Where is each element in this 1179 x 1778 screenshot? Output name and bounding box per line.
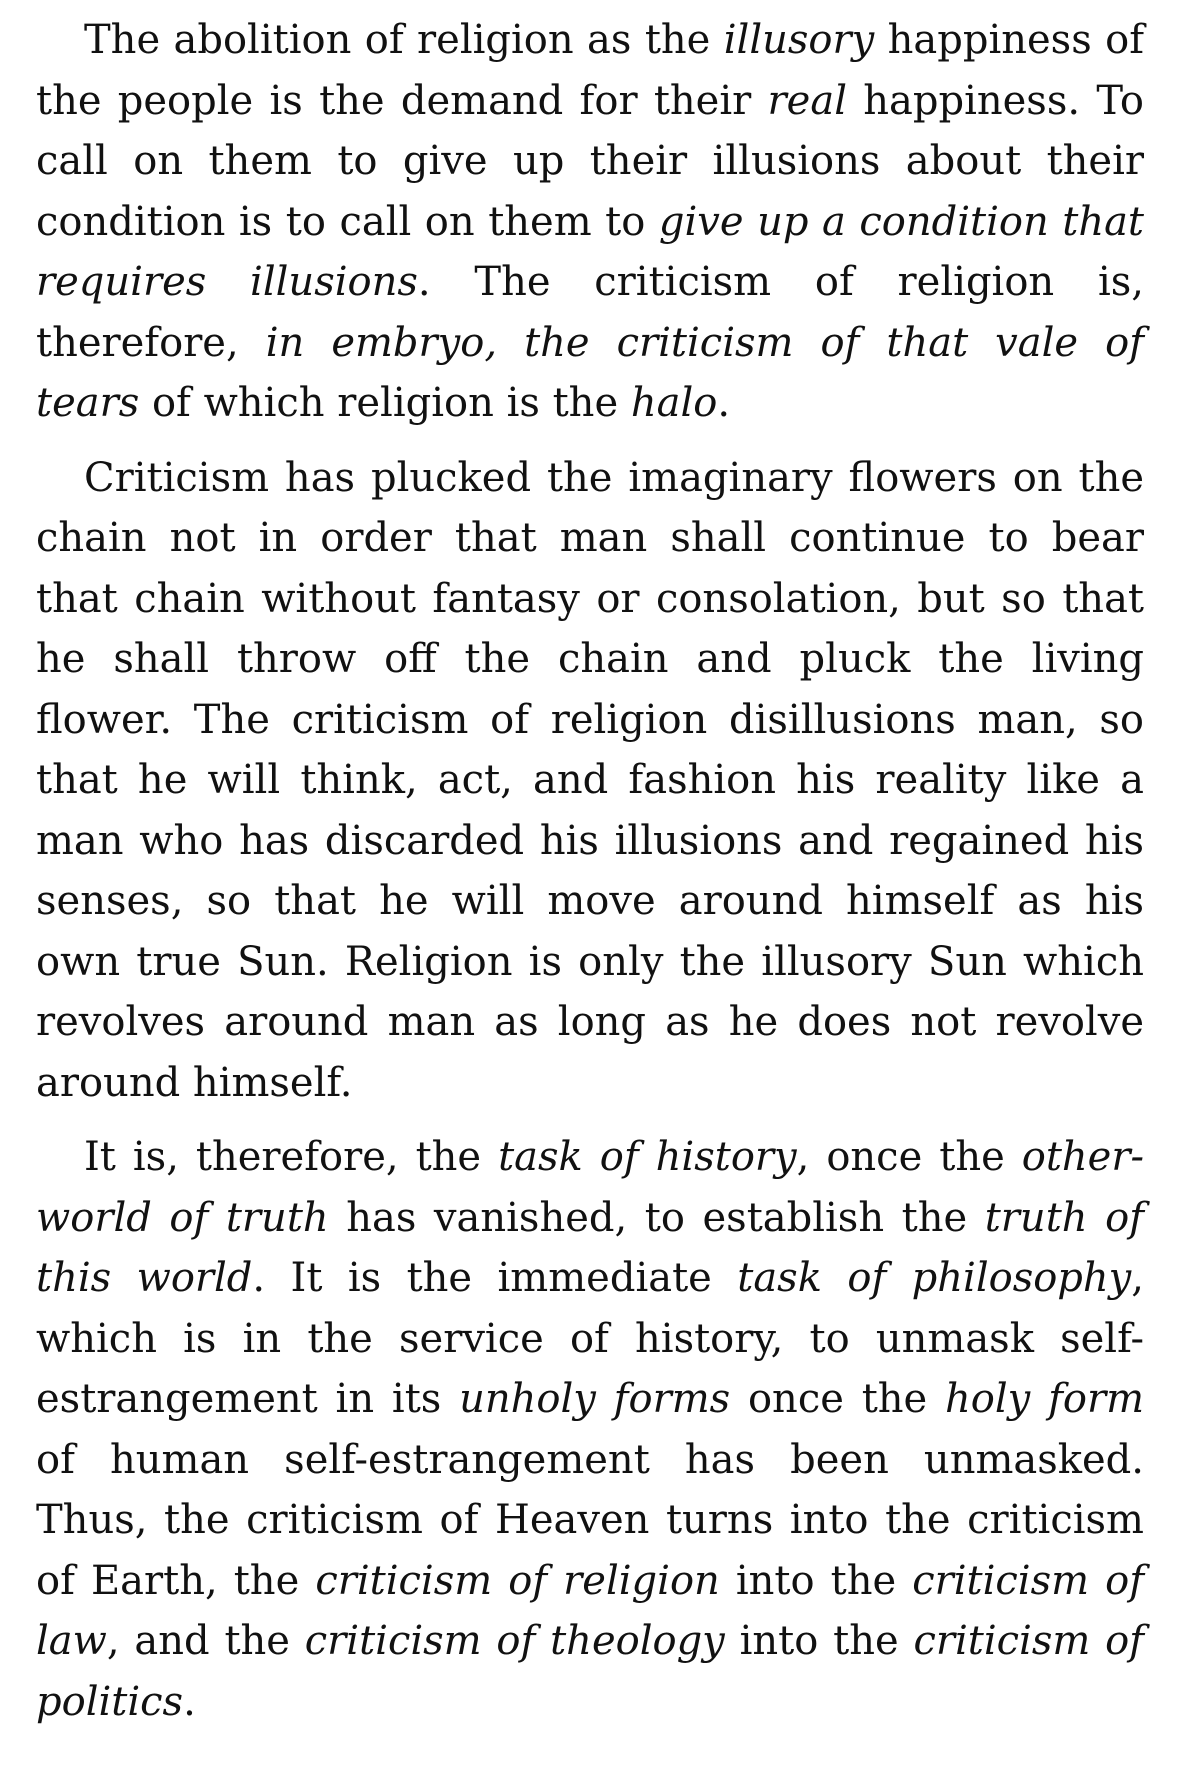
italic-run: holy form: [945, 1376, 1145, 1422]
next-paragraph-cutoff: [36, 1718, 1144, 1778]
text-run: into the: [719, 1557, 913, 1604]
paragraph-1: [36, 10, 1144, 434]
text-run: . The criticism of religion is, therefore,: [36, 259, 1144, 366]
italic-run: illusory: [723, 17, 875, 63]
italic-run: task of philosophy: [737, 1255, 1132, 1301]
italic-run: truth of this world: [36, 1194, 1144, 1301]
text-run: of human self-estrangement has been unmasked. Thus, the criticism of Heaven turns into the criticism of Earth, the: [36, 1436, 1144, 1604]
italic-run: task of history: [498, 1134, 797, 1180]
italic-run: real: [767, 77, 847, 124]
paragraph-3: [36, 1127, 1144, 1732]
text-run: . It is the immediate: [252, 1255, 738, 1301]
book-page: [36, 10, 1144, 1746]
text-run: The abolition of religion as the: [84, 17, 724, 63]
italic-run: unholy forms: [459, 1376, 731, 1422]
text-run: into the: [724, 1618, 914, 1664]
italic-run: criticism of politics: [36, 1618, 1144, 1725]
text-run: happiness of the people is the demand for their: [36, 17, 1145, 124]
italic-run: criticism of religion: [315, 1557, 720, 1604]
italic-run: give up a condition that requires illusions: [36, 198, 1144, 305]
text-run: Criticism has plucked the imaginary flowers on the chain not in order that man shall continue to bear that chain without fantasy or consolation, but so that he shall throw off the chain and pluck the living flower. The criticism of religion disillusions man, so that he will think, act, and fashion his reality like a man who has discarded his illusions and regained his senses, so that he will move around himself as his own true Sun. Religion is only the illusory Sun which revolves around man as long as he does not revolve around himself.: [36, 454, 1144, 1106]
italic-run: halo: [630, 380, 718, 426]
text-run: .: [717, 380, 731, 426]
text-run: , once the: [796, 1134, 1022, 1180]
italic-run: criticism of theology: [304, 1618, 725, 1664]
text-run: of which religion is the: [139, 380, 631, 426]
text-run: once the: [730, 1376, 946, 1422]
text-run: , which is in the service of history, to unmask self-estrangement in its: [36, 1255, 1144, 1422]
text-run: .: [183, 1678, 196, 1725]
paragraph-2: [36, 448, 1144, 1114]
text-run: It is, therefore, the: [84, 1134, 499, 1180]
italic-run: other-world of truth: [36, 1134, 1144, 1241]
text-run: happiness. To call on them to give up their illusions about their condition is to call on them to: [36, 77, 1145, 245]
italic-run: in embryo, the criticism of that vale of tears: [36, 319, 1144, 426]
text-run: , and the: [106, 1618, 305, 1664]
text-run: has vanished, to establish the: [328, 1194, 985, 1241]
italic-run: criticism of law: [36, 1557, 1145, 1664]
